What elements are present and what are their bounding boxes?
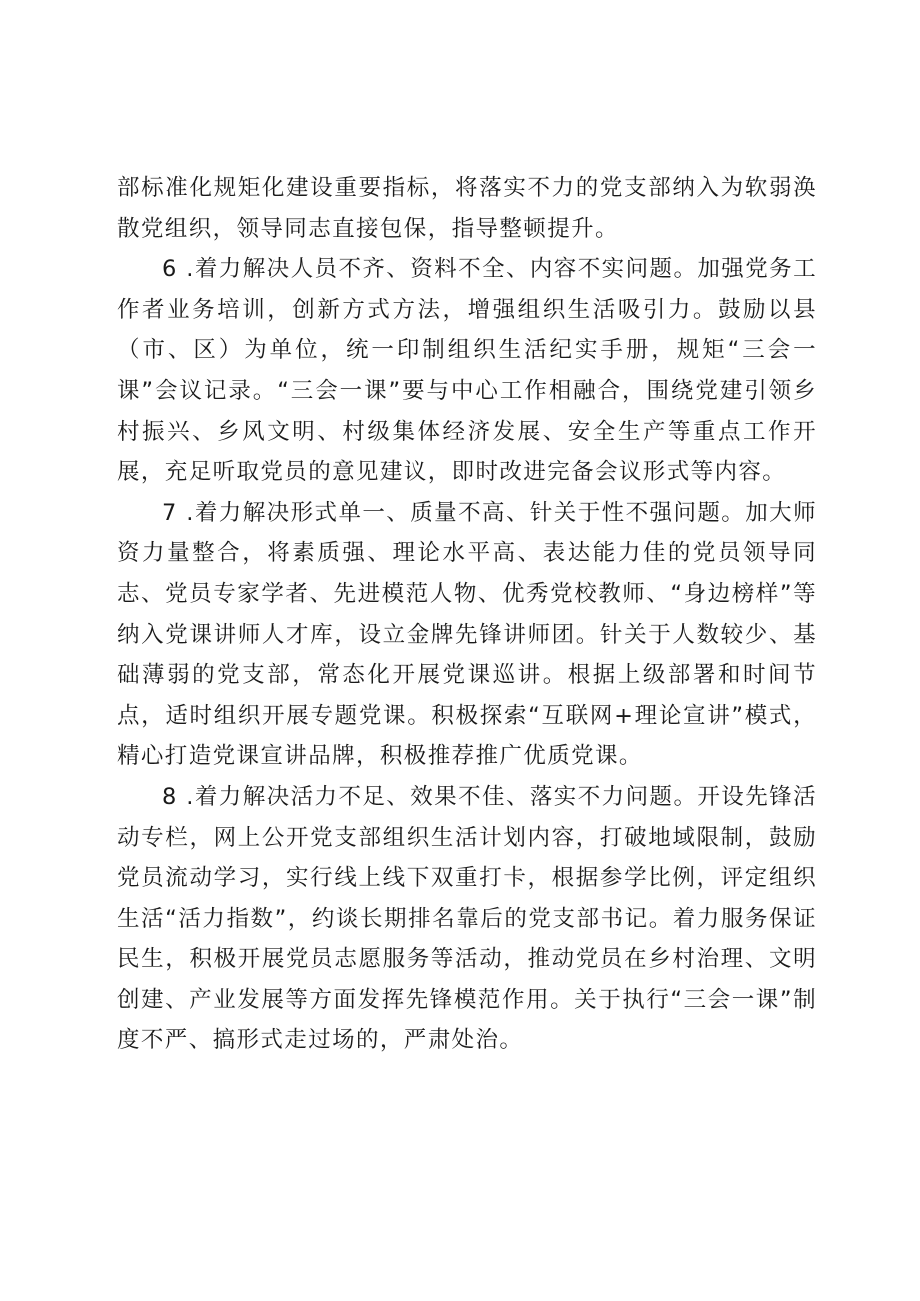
paragraph-item-6: 6 .着力解决人员不齐、资料不全、内容不实问题。加强党务工作者业务培训，创新方式方法，增强组织生活吸引力。鼓励以县（市、区）为单位，统一印制组织生活纪实手册，规矩“三会一课”会议记录。“三会一课”要与中心工作相融合，围绕党建引领乡村振兴、乡风文明、村级集体经济发展、安全生产等重点工作开展，充足听取党员的意见建议，即时改进完备会议形式等内容。 [117,256,817,486]
paragraph-item-8: 8 .着力解决活力不足、效果不佳、落实不力问题。开设先锋活动专栏，网上公开党支部组织生活计划内容，打破地域限制，鼓励党员流动学习，实行线上线下双重打卡，根据参学比例，评定组织生活“活力指数”，约谈长期排名靠后的党支部书记。着力服务保证民生，积极开展党员志愿服务等活动，推动党员在乡村治理、文明创建、产业发展等方面发挥先锋模范作用。关于执行“三会一课”制度不严、搞形式走过场的，严肃处治。 [117,783,817,1054]
paragraph-item-7: 7 .着力解决形式单一、质量不高、针关于性不强问题。加大师资力量整合，将素质强、理论水平高、表达能力佳的党员领导同志、党员专家学者、先进模范人物、优秀党校教师、“身边榜样”等纳入党课讲师人才库，设立金牌先锋讲师团。针关于人数较少、基础薄弱的党支部，常态化开展党课巡讲。根据上级部署和时间节点，适时组织开展专题党课。积极探索“互联网+理论宣讲”模式，精心打造党课宣讲品牌，积极推荐推广优质党课。 [117,499,817,770]
paragraph-continuation: 部标准化规矩化建设重要指标，将落实不力的党支部纳入为软弱涣散党组织，领导同志直接包保，指导整顿提升。 [117,175,817,242]
document-body [117,168,817,1061]
